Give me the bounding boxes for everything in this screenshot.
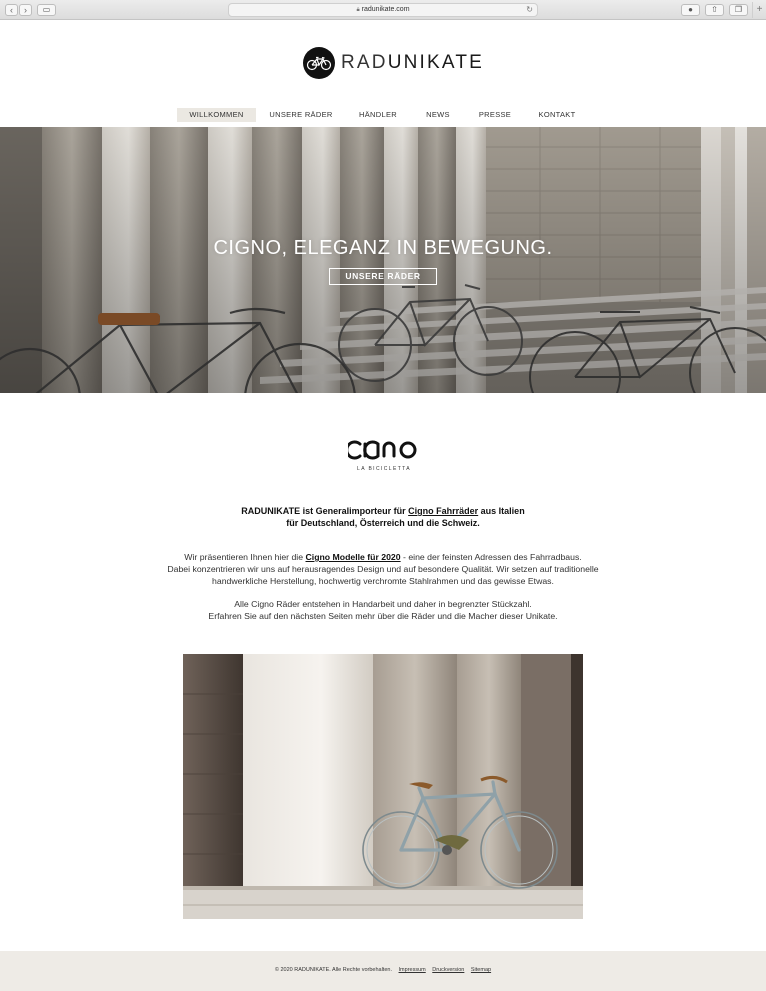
body-paragraph-2	[0, 599, 766, 623]
body-paragraph-1	[0, 552, 766, 587]
new-tab-button[interactable]	[752, 2, 766, 18]
share-button[interactable]	[705, 4, 724, 16]
body-p1-line-3: handwerkliche Herstellung, hochwertig verchromte Stahlrahmen und das gewisse Etwas.	[212, 575, 554, 586]
cigno-wordmark-icon	[348, 438, 420, 460]
brand-part-rad: RAD	[341, 52, 388, 73]
nav-item-news[interactable]: NEWS	[426, 110, 450, 119]
intro-line-2: für Deutschland, Österreich und die Schweiz.	[286, 518, 480, 528]
nav-item-willkommen[interactable]: WILLKOMMEN	[177, 108, 256, 122]
intro-text-b: aus Italien	[478, 506, 525, 516]
cigno-tagline: LA BICICLETTA	[357, 466, 411, 472]
body-p2-line-2: Erfahren Sie auf den nächsten Seiten mehr über die Räder und die Macher dieser Unikate.	[208, 610, 558, 621]
body-p1-text-a: Wir präsentieren Ihnen hier die	[184, 552, 306, 562]
bicycle-photo	[183, 654, 583, 919]
nav-item-haendler[interactable]: HÄNDLER	[359, 110, 397, 119]
brand-part-unikate: UNIKATE	[387, 52, 485, 73]
reload-icon[interactable]: ↻	[526, 5, 533, 14]
sidebar-button[interactable]	[37, 4, 56, 16]
body-p1-text-b: - eine der feinsten Adressen des Fahrradbaus.	[400, 552, 582, 562]
lock-icon: 🔒︎	[356, 7, 360, 13]
intro-text-a: RADUNIKATE ist Generalimporteur für	[241, 506, 409, 516]
address-bar[interactable]	[228, 3, 538, 17]
bicycle-image	[183, 654, 583, 919]
browser-toolbar	[0, 0, 766, 20]
hero-image	[0, 127, 766, 393]
body-p1-line-2: Dabei konzentrieren wir uns auf herausragendes Design und auf besondere Qualität. Wir setzen auf traditionelle	[167, 563, 599, 574]
body-p2-line-1: Alle Cigno Räder entstehen in Handarbeit und daher in begrenzter Stückzahl.	[234, 598, 532, 609]
footer-link-sitemap[interactable]: Sitemap	[470, 967, 492, 973]
link-cigno-fahrraeder[interactable]: Cigno Fahrräder	[408, 506, 479, 516]
chevron-right-icon: ›	[24, 5, 27, 15]
share-icon: ⇧	[711, 5, 718, 14]
plus-icon: +	[756, 4, 763, 15]
hero-headline: CIGNO, ELEGANZ IN BEWEGUNG.	[213, 237, 553, 259]
forward-button[interactable]	[19, 4, 32, 16]
cigno-logo	[348, 438, 420, 470]
tabs-icon: ❐	[734, 5, 743, 14]
brand-name	[341, 52, 484, 74]
nav-item-kontakt[interactable]: KONTAKT	[538, 110, 576, 119]
main-nav	[0, 108, 766, 122]
body-text	[0, 552, 766, 634]
site-footer	[0, 951, 766, 991]
bicycle-logo-icon	[303, 47, 335, 79]
download-icon: ●	[688, 5, 693, 14]
intro-line-1	[0, 505, 766, 517]
nav-item-unsere-raeder[interactable]: UNSERE RÄDER	[269, 110, 333, 119]
footer-line	[0, 967, 766, 973]
sidebar-icon: ▭	[42, 5, 51, 14]
site-logo[interactable]	[303, 46, 484, 80]
link-cigno-modelle[interactable]: Cigno Modelle für 2020	[305, 552, 401, 562]
footer-link-impressum[interactable]: Impressum	[398, 967, 426, 973]
footer-copyright: © 2020 RADUNIKATE. Alle Rechte vorbehalten.	[274, 967, 392, 973]
nav-item-presse[interactable]: PRESSE	[478, 110, 512, 119]
downloads-button[interactable]	[681, 4, 700, 16]
url-text: radunikate.com	[361, 6, 410, 13]
back-button[interactable]	[5, 4, 18, 16]
chevron-left-icon: ‹	[10, 5, 13, 15]
intro-text	[0, 505, 766, 529]
tabs-button[interactable]	[729, 4, 748, 16]
hero-cta-button[interactable]: UNSERE RÄDER	[329, 268, 437, 285]
hero-banner	[0, 127, 766, 393]
footer-link-druckversion[interactable]: Druckversion	[432, 967, 465, 973]
